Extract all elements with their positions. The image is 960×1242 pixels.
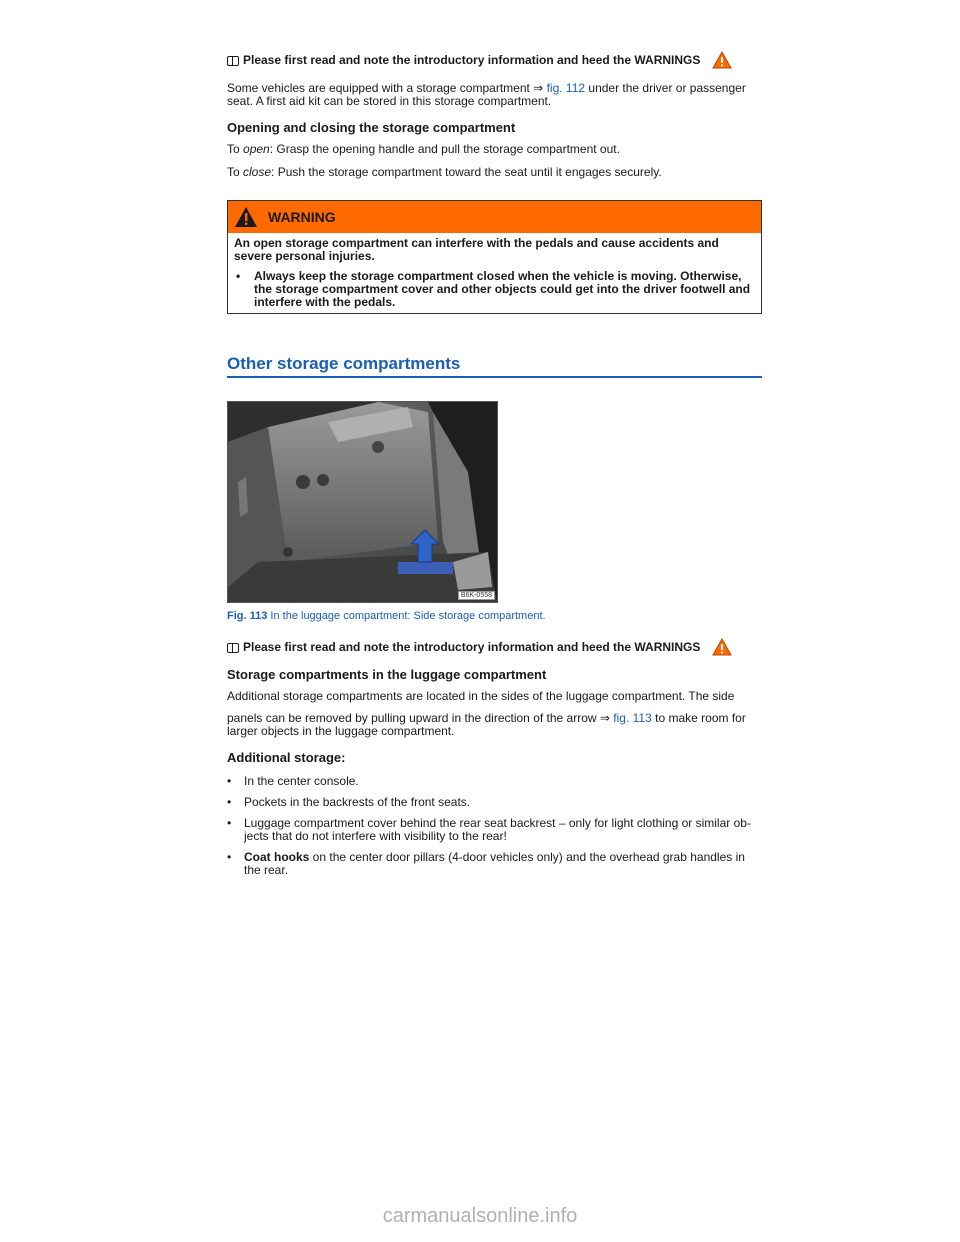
warning-body <box>228 233 761 313</box>
heading-luggage: Storage compartments in the luggage compartment <box>227 667 547 682</box>
heading-open-close: Opening and closing the storage compartment <box>227 120 516 135</box>
warning-triangle-icon <box>712 638 732 656</box>
book-icon <box>227 643 239 652</box>
close-instruction: To close: Push the storage compartment toward the seat until it engages securely. <box>227 165 662 179</box>
bullet-icon: • <box>227 816 232 830</box>
bullet-icon: • <box>227 774 232 788</box>
open-instruction: To open: Grasp the opening handle and pull the storage compartment out. <box>227 142 620 156</box>
bullet-icon: • <box>227 850 232 864</box>
luggage-compartment-figure <box>227 401 498 603</box>
page <box>227 50 762 877</box>
bullet-icon: • <box>236 269 241 283</box>
storage-compartment-paragraph: Some vehicles are equipped with a storage compartment ⇒ fig. 112 under the driver or passenger seat. A first aid kit can be stored in this storage compartment. <box>227 81 746 108</box>
warning-icon <box>234 206 258 228</box>
luggage-paragraph-line1: Additional storage compartments are located in the sides of the luggage compartment. The side <box>227 689 735 703</box>
intro-note-text: Please first read and note the introductory information and heed the WARNINGS <box>243 53 701 67</box>
warning-triangle-icon <box>712 51 732 69</box>
list-item: • In the center console. <box>227 774 359 788</box>
book-icon <box>227 56 239 65</box>
warning-text: An open storage compartment can interfere with the pedals and cause accidents and severe personal injuries. <box>234 236 719 263</box>
intro-note-2 <box>227 637 762 657</box>
additional-storage-list <box>227 775 762 877</box>
intro-note <box>227 50 762 70</box>
intro-note-text: Please first read and note the introductory information and heed the WARNINGS <box>243 640 701 654</box>
warning-box <box>227 200 762 314</box>
heading-additional: Additional storage: <box>227 750 346 765</box>
section-title: Other storage compartments <box>227 354 762 378</box>
fig-113-link[interactable]: fig. 113 <box>613 711 652 725</box>
luggage-paragraph: panels can be removed by pulling upward in the direction of the arrow ⇒ fig. 113 to make room for larger objects in the luggage compartment. <box>227 711 746 738</box>
figure-caption: Fig. 113 In the luggage compartment: Side storage compartment. <box>227 610 546 622</box>
list-item: • Luggage compartment cover behind the rear seat backrest – only for light clothing or similar ob-jects that do not interfere with visibility to the rear! <box>227 816 751 843</box>
warning-title: WARNING <box>268 209 336 225</box>
bullet-icon: • <box>227 795 232 809</box>
list-item: • Coat hooks on the center door pillars (4-door vehicles only) and the overhead grab handles in the rear. <box>227 850 745 877</box>
watermark: carmanualsonline.info <box>382 1205 578 1227</box>
figure-code: B6K-0558 <box>458 591 495 600</box>
luggage-compartment-photo <box>228 402 497 602</box>
warning-bullet: • Always keep the storage compartment closed when the vehicle is moving. Otherwise, the storage compartment cover and other objects could get into the driver footwell and interfere with the pedals. <box>236 269 751 309</box>
warning-header <box>228 201 761 233</box>
list-item: • Pockets in the backrests of the front seats. <box>227 795 471 809</box>
fig-112-link[interactable]: fig. 112 <box>546 81 586 95</box>
